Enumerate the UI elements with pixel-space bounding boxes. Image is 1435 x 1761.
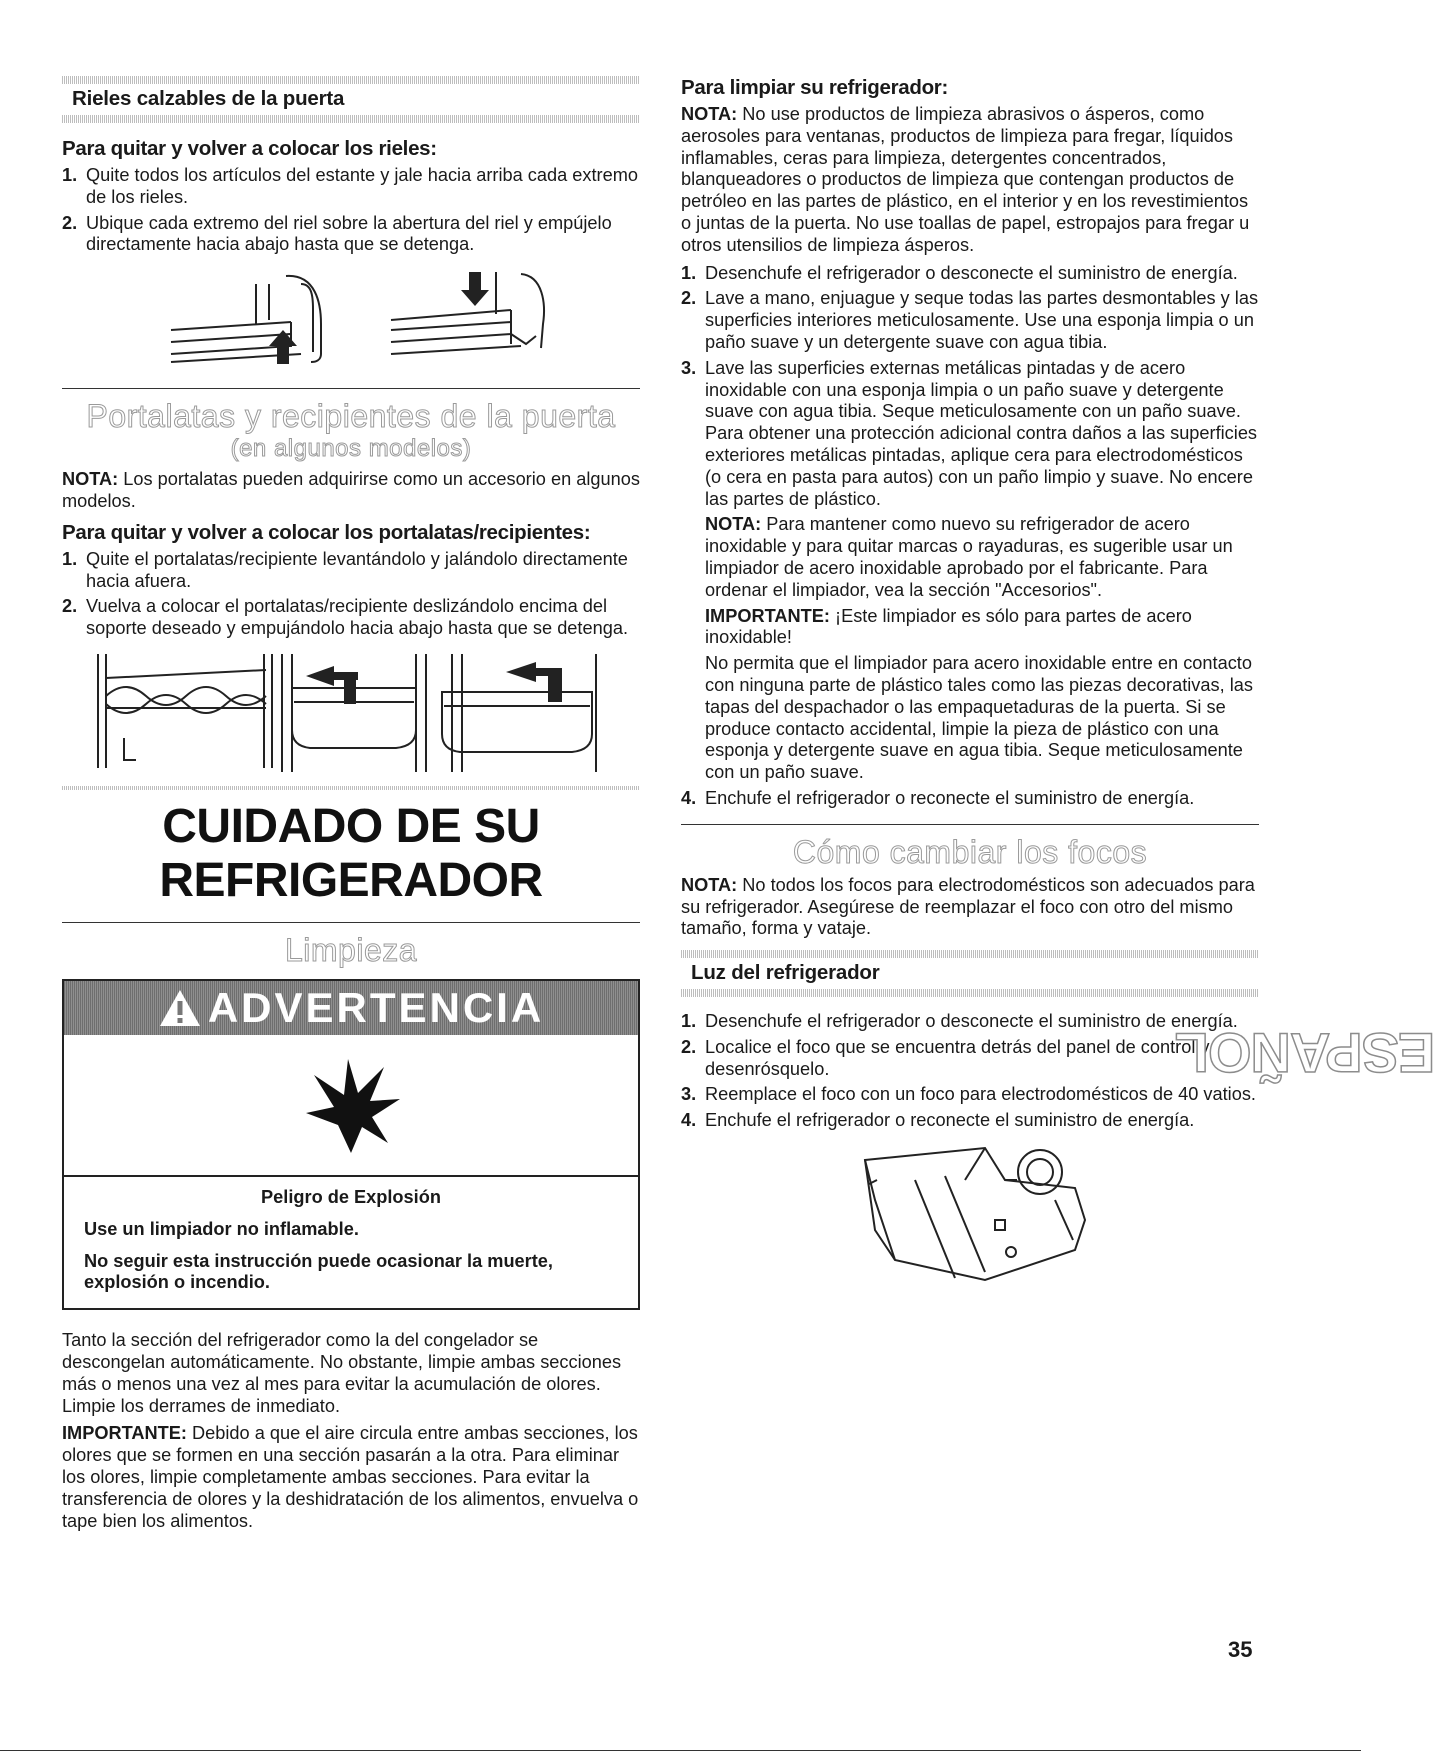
light-bulb-illustration — [835, 1140, 1105, 1290]
important-paragraph: IMPORTANTE: Debido a que el aire circula entre ambas secciones, los olores que se formen en una sección pasarán a la otra. Para eliminar los olores, limpie completamente ambas secciones. Para evitar la transferencia de olores y la deshidratación de los alimentos, envuelva o tape bien los alimentos. — [62, 1423, 639, 1531]
door-rails-steps — [62, 165, 640, 256]
page-number: 35 — [1228, 1637, 1253, 1662]
door-rail-illustration — [151, 264, 551, 374]
divider-rule — [681, 824, 1259, 825]
list-item: 1. Desenchufe el refrigerador o desconecte el suministro de energía. — [681, 1011, 1238, 1032]
warning-header: ADVERTENCIA — [64, 981, 638, 1035]
list-item: 2. Ubique cada extremo del riel sobre la abertura del riel y empújelo directamente hacia abajo hasta que se detenga. — [62, 212, 612, 255]
list-item: 2. Localice el foco que se encuentra detrás del panel de control y desenrósquelo. — [681, 1036, 1210, 1079]
stainless-extra: No permita que el limpiador para acero inoxidable entre en contacto con ninguna parte de plástico tales como las piezas decorativas, las tapas del despachador o las empaquetaduras de la puerta. Si se produce contacto accidental, limpie la pieza de plástico con una esponja y detergente suave en agua tibia. Seque meticulosamente con un paño suave. — [705, 653, 1253, 783]
language-tab: ESPAÑOL — [1175, 1021, 1435, 1085]
divider-rule — [62, 388, 640, 389]
list-item: 1. Desenchufe el refrigerador o desconecte el suministro de energía. — [681, 262, 1238, 283]
cleaning-paragraph: Tanto la sección del refrigerador como la del congelador se descongelan automáticamente. No obstante, limpie ambas secciones más o menos una vez al mes para evitar la acumulación de olores. Limpie los derrames de inmediato. — [62, 1330, 622, 1416]
cleaning-title: Limpieza — [284, 931, 418, 968]
divider-hatch — [681, 989, 1259, 997]
warning-line: Use un limpiador no inflamable. — [84, 1218, 359, 1239]
divider-hatch — [62, 786, 640, 790]
can-racks-note: NOTA: Los portalatas pueden adquirirse como un accesorio en algunos modelos. — [62, 469, 640, 511]
list-item: 4. Enchufe el refrigerador o reconecte el suministro de energía. — [681, 1110, 1195, 1131]
list-item: 1. Quite el portalatas/recipiente levantándolo y jalándolo directamente hacia afuera. — [62, 548, 628, 591]
can-racks-subheading: Para quitar y volver a colocar los portalatas/recipientes: — [62, 520, 591, 544]
bottom-rule — [0, 1750, 1361, 1751]
light-steps — [681, 1011, 1259, 1132]
bulbs-title: Cómo cambiar los focos — [792, 833, 1148, 870]
list-item: 1. Quite todos los artículos del estante y jale hacia arriba cada extremo de los rieles. — [62, 165, 638, 207]
list-item: 2. Lave a mano, enjuague y seque todas las partes desmontables y las superficies interiores meticulosamente. Use una esponja limpia o un paño suave y un detergente suave con agua tibia. — [681, 288, 1259, 352]
warning-box — [62, 979, 640, 1310]
warning-line: No seguir esta instrucción puede ocasionar la muerte, explosión o incendio. — [84, 1250, 553, 1293]
list-item: 2. Vuelva a colocar el portalatas/recipiente deslizándolo encima del soporte deseado y empujándolo hacia abajo hasta que se detenga. — [62, 596, 628, 639]
can-racks-subtitle: (en algunos modelos) — [230, 435, 472, 463]
stainless-important: IMPORTANTE: ¡Este limpiador es sólo para partes de acero inoxidable! — [705, 605, 1192, 648]
divider-hatch — [62, 115, 640, 123]
list-item: 3. Reemplace el foco con un foco para electrodomésticos de 40 vatios. — [681, 1084, 1256, 1105]
stainless-note: NOTA: Para mantener como nuevo su refrigerador de acero inoxidable y para quitar marcas o rayaduras, es sugerible usar un limpiador de acero inoxidable aprobado por el fabricante. Para ordenar el limpiador, vea la sección "Accesorios". — [705, 514, 1233, 600]
explosion-icon — [64, 1035, 638, 1177]
list-item: 3. Lave las superficies externas metálicas pintadas y de acero inoxidable con una esponja limpia o un paño suave y detergente suave con agua tibia. Seque meticulosamente con un paño suave. Para obtener una protección adicional contra daños a las superficies exteriores metálicas pintadas, aplique cera para electrodomésticos (o cera en pasta para autos) con un paño limpio y suave. No encere las partes de plástico. NOTA: Para mantener como nuevo su refrigerador de acero inoxidable y para quitar marcas o rayaduras, es sugerible usar un limpiador de acero inoxidable aprobado por el fabricante. Para ordenar el limpiador, vea la sección "Accesorios". IMPORTANTE: ¡Este limpiador es sólo para partes de acero inoxidable! No permita que el limpiador para acero inoxidable entre en contacto con ninguna parte de plástico tales como las piezas decorativas, las tapas del despachador o las empaquetaduras de la puerta. Si se produce contacto accidental, limpie la pieza de plástico con una esponja y detergente suave en agua tibia. Seque meticulosamente con un paño suave. — [681, 357, 1258, 783]
left-column — [62, 76, 640, 1538]
bulbs-note: NOTA: No todos los focos para electrodomésticos son adecuados para su refrigerador. Asegúrese de reemplazar el foco con otro del mismo tamaño, forma y vataje. — [681, 874, 1255, 939]
right-column — [681, 76, 1259, 1298]
section-title: CUIDADO DE SU REFRIGERADOR — [159, 799, 543, 907]
door-rails-subheading: Para quitar y volver a colocar los rieles: — [62, 137, 437, 160]
warning-triangle-icon — [158, 988, 202, 1028]
divider-hatch — [62, 76, 640, 84]
list-item: 4. Enchufe el refrigerador o reconecte el suministro de energía. — [681, 787, 1195, 808]
divider-hatch — [681, 950, 1259, 958]
clean-heading: Para limpiar su refrigerador: — [681, 76, 949, 99]
clean-note: NOTA: No use productos de limpieza abrasivos o ásperos, como aerosoles para ventanas, productos de limpieza para fregar, líquidos inflamables, ceras para limpieza, detergentes concentrados, blanqueadores o productos de limpieza que contengan productos de petróleo en las partes de plástico, en el interior y en los revestimientos o juntas de la puerta. No use toallas de papel, estropajos para fregar u otros utensilios de limpieza ásperos. — [681, 104, 1250, 255]
door-rails-header: Rieles calzables de la puerta — [72, 87, 345, 110]
can-racks-steps — [62, 549, 640, 640]
light-header: Luz del refrigerador — [691, 961, 880, 985]
clean-steps — [681, 263, 1259, 810]
door-bin-illustration — [96, 648, 606, 776]
hazard-title: Peligro de Explosión — [261, 1186, 441, 1207]
divider-rule — [62, 922, 640, 923]
can-racks-title: Portalatas y recipientes de la puerta — [86, 398, 616, 435]
